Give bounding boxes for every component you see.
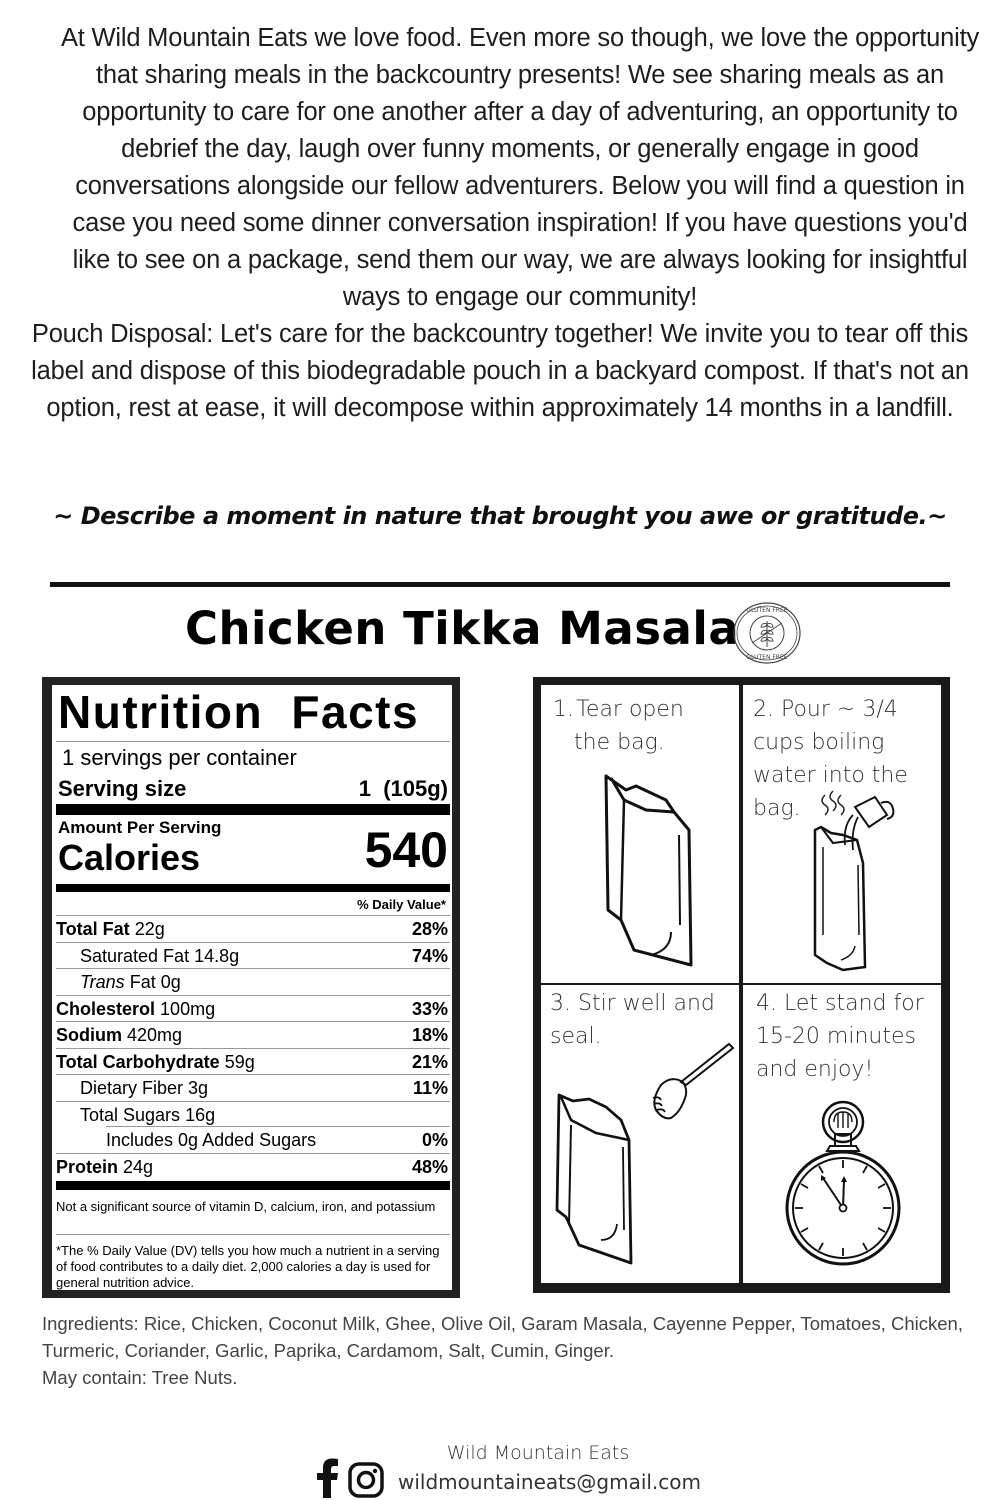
step-3: 3. Stir well and seal.	[541, 985, 739, 1283]
intro-paragraph: At Wild Mountain Eats we love food. Even more so though, we love the opportunity that sharing meals in the backcountry presents! We see sharing meals as an opportunity to care for one another after a day of adventuring, an opportunity to debrief the day, laugh over funny moments, or generally engage in good conversations alongside our fellow adventurers. Below you will find a question in case you need some dinner conversation inspiration! If you have questions you'd like to see on a package, send them our way, we are always looking for insightful ways to engage our community!	[60, 24, 980, 311]
step-4: 4. Let stand for 15-20 minutes and enjoy!	[743, 985, 941, 1283]
nutrient-row: Total Fat 22g 28%	[56, 915, 450, 942]
divider	[56, 1234, 450, 1235]
pour-water-icon	[803, 785, 913, 975]
product-title: Chicken Tikka Masala	[185, 602, 740, 655]
product-header	[0, 598, 1000, 668]
nutrient-row: Dietary Fiber 3g 11%	[56, 1074, 450, 1101]
nutrient-row: Total Carbohydrate 59g 21%	[56, 1048, 450, 1075]
instagram-icon[interactable]	[348, 1462, 384, 1498]
daily-value-footnote: *The % Daily Value (DV) tells you how much a nutrient in a serving of food contributes to a daily diet. 2,000 calories a day is used for general nutrition advice.	[56, 1243, 440, 1290]
conversation-question: ~ Describe a moment in nature that brought you awe or gratitude.~	[53, 502, 947, 530]
nutrient-row: Sodium 420mg 18%	[56, 1021, 450, 1048]
contact-email[interactable]: wildmountaineats@gmail.com	[398, 1470, 702, 1494]
nutrient-row: Includes 0g Added Sugars 0%	[56, 1127, 450, 1153]
gluten-free-badge-icon	[732, 601, 802, 665]
ingredients-list: Ingredients: Rice, Chicken, Coconut Milk, Ghee, Olive Oil, Garam Masala, Cayenne Pepper, Tomatoes, Chicken, Turmeric, Coriander, Garlic, Paprika, Cardamom, Salt, Cumin, Ginger.	[42, 1313, 963, 1361]
nutrient-row: Trans Fat 0g	[56, 968, 450, 995]
calories-label: Calories	[58, 837, 201, 878]
nutrient-row: Saturated Fat 14.8g 74%	[56, 942, 450, 969]
calories-value: 540	[364, 822, 448, 878]
divider	[56, 804, 450, 815]
stopwatch-icon	[778, 1100, 908, 1270]
svg-text:GLUTEN FREE: GLUTEN FREE	[746, 607, 788, 614]
step-1: 1. Tear open the bag.	[541, 685, 739, 983]
serving-size-value: 1 (105g)	[358, 776, 448, 801]
vitamin-note: Not a significant source of vitamin D, calcium, iron, and potassium	[56, 1199, 436, 1214]
nutrient-row: Cholesterol 100mg 33%	[56, 995, 450, 1022]
nutrient-row: Total Sugars 16g	[56, 1101, 450, 1128]
allergen-warning: May contain: Tree Nuts.	[42, 1367, 238, 1388]
divider	[56, 741, 450, 742]
pouch-icon	[596, 770, 696, 970]
nutrition-facts-panel	[42, 677, 460, 1298]
pouch-icon	[551, 1085, 636, 1270]
facebook-icon[interactable]	[314, 1458, 340, 1498]
svg-text:GLUTEN FREE: GLUTEN FREE	[746, 654, 788, 661]
intro-text	[20, 20, 980, 427]
nutrient-row: Protein 24g 48%	[56, 1153, 450, 1180]
serving-size	[58, 776, 448, 802]
pouch-disposal-paragraph: Pouch Disposal: Let's care for the backcountry together! We invite you to tear off this label and dispose of this biodegradable pouch in a backyard compost. If that's not an option, rest at ease, it will decompose within approximately 14 months in a landfill.	[31, 320, 969, 422]
preparation-steps	[533, 677, 950, 1293]
daily-value-header: % Daily Value*	[357, 897, 446, 912]
ingredients-section	[42, 1310, 982, 1391]
nutrient-rows	[56, 915, 450, 1179]
brand-name: Wild Mountain Eats	[446, 1442, 630, 1464]
servings-per-container: 1 servings per container	[62, 745, 297, 770]
divider	[50, 582, 950, 587]
step-2: 2. Pour ~ 3/4 cups boiling water into the bag.	[743, 685, 941, 983]
divider	[56, 884, 450, 892]
amount-per-serving: Amount Per Serving	[58, 818, 222, 837]
spork-icon	[641, 1040, 736, 1125]
footer	[0, 1440, 1000, 1500]
nutrition-facts-title: Nutrition Facts	[58, 686, 420, 738]
divider	[56, 1181, 450, 1190]
serving-size-label: Serving size	[58, 776, 187, 801]
